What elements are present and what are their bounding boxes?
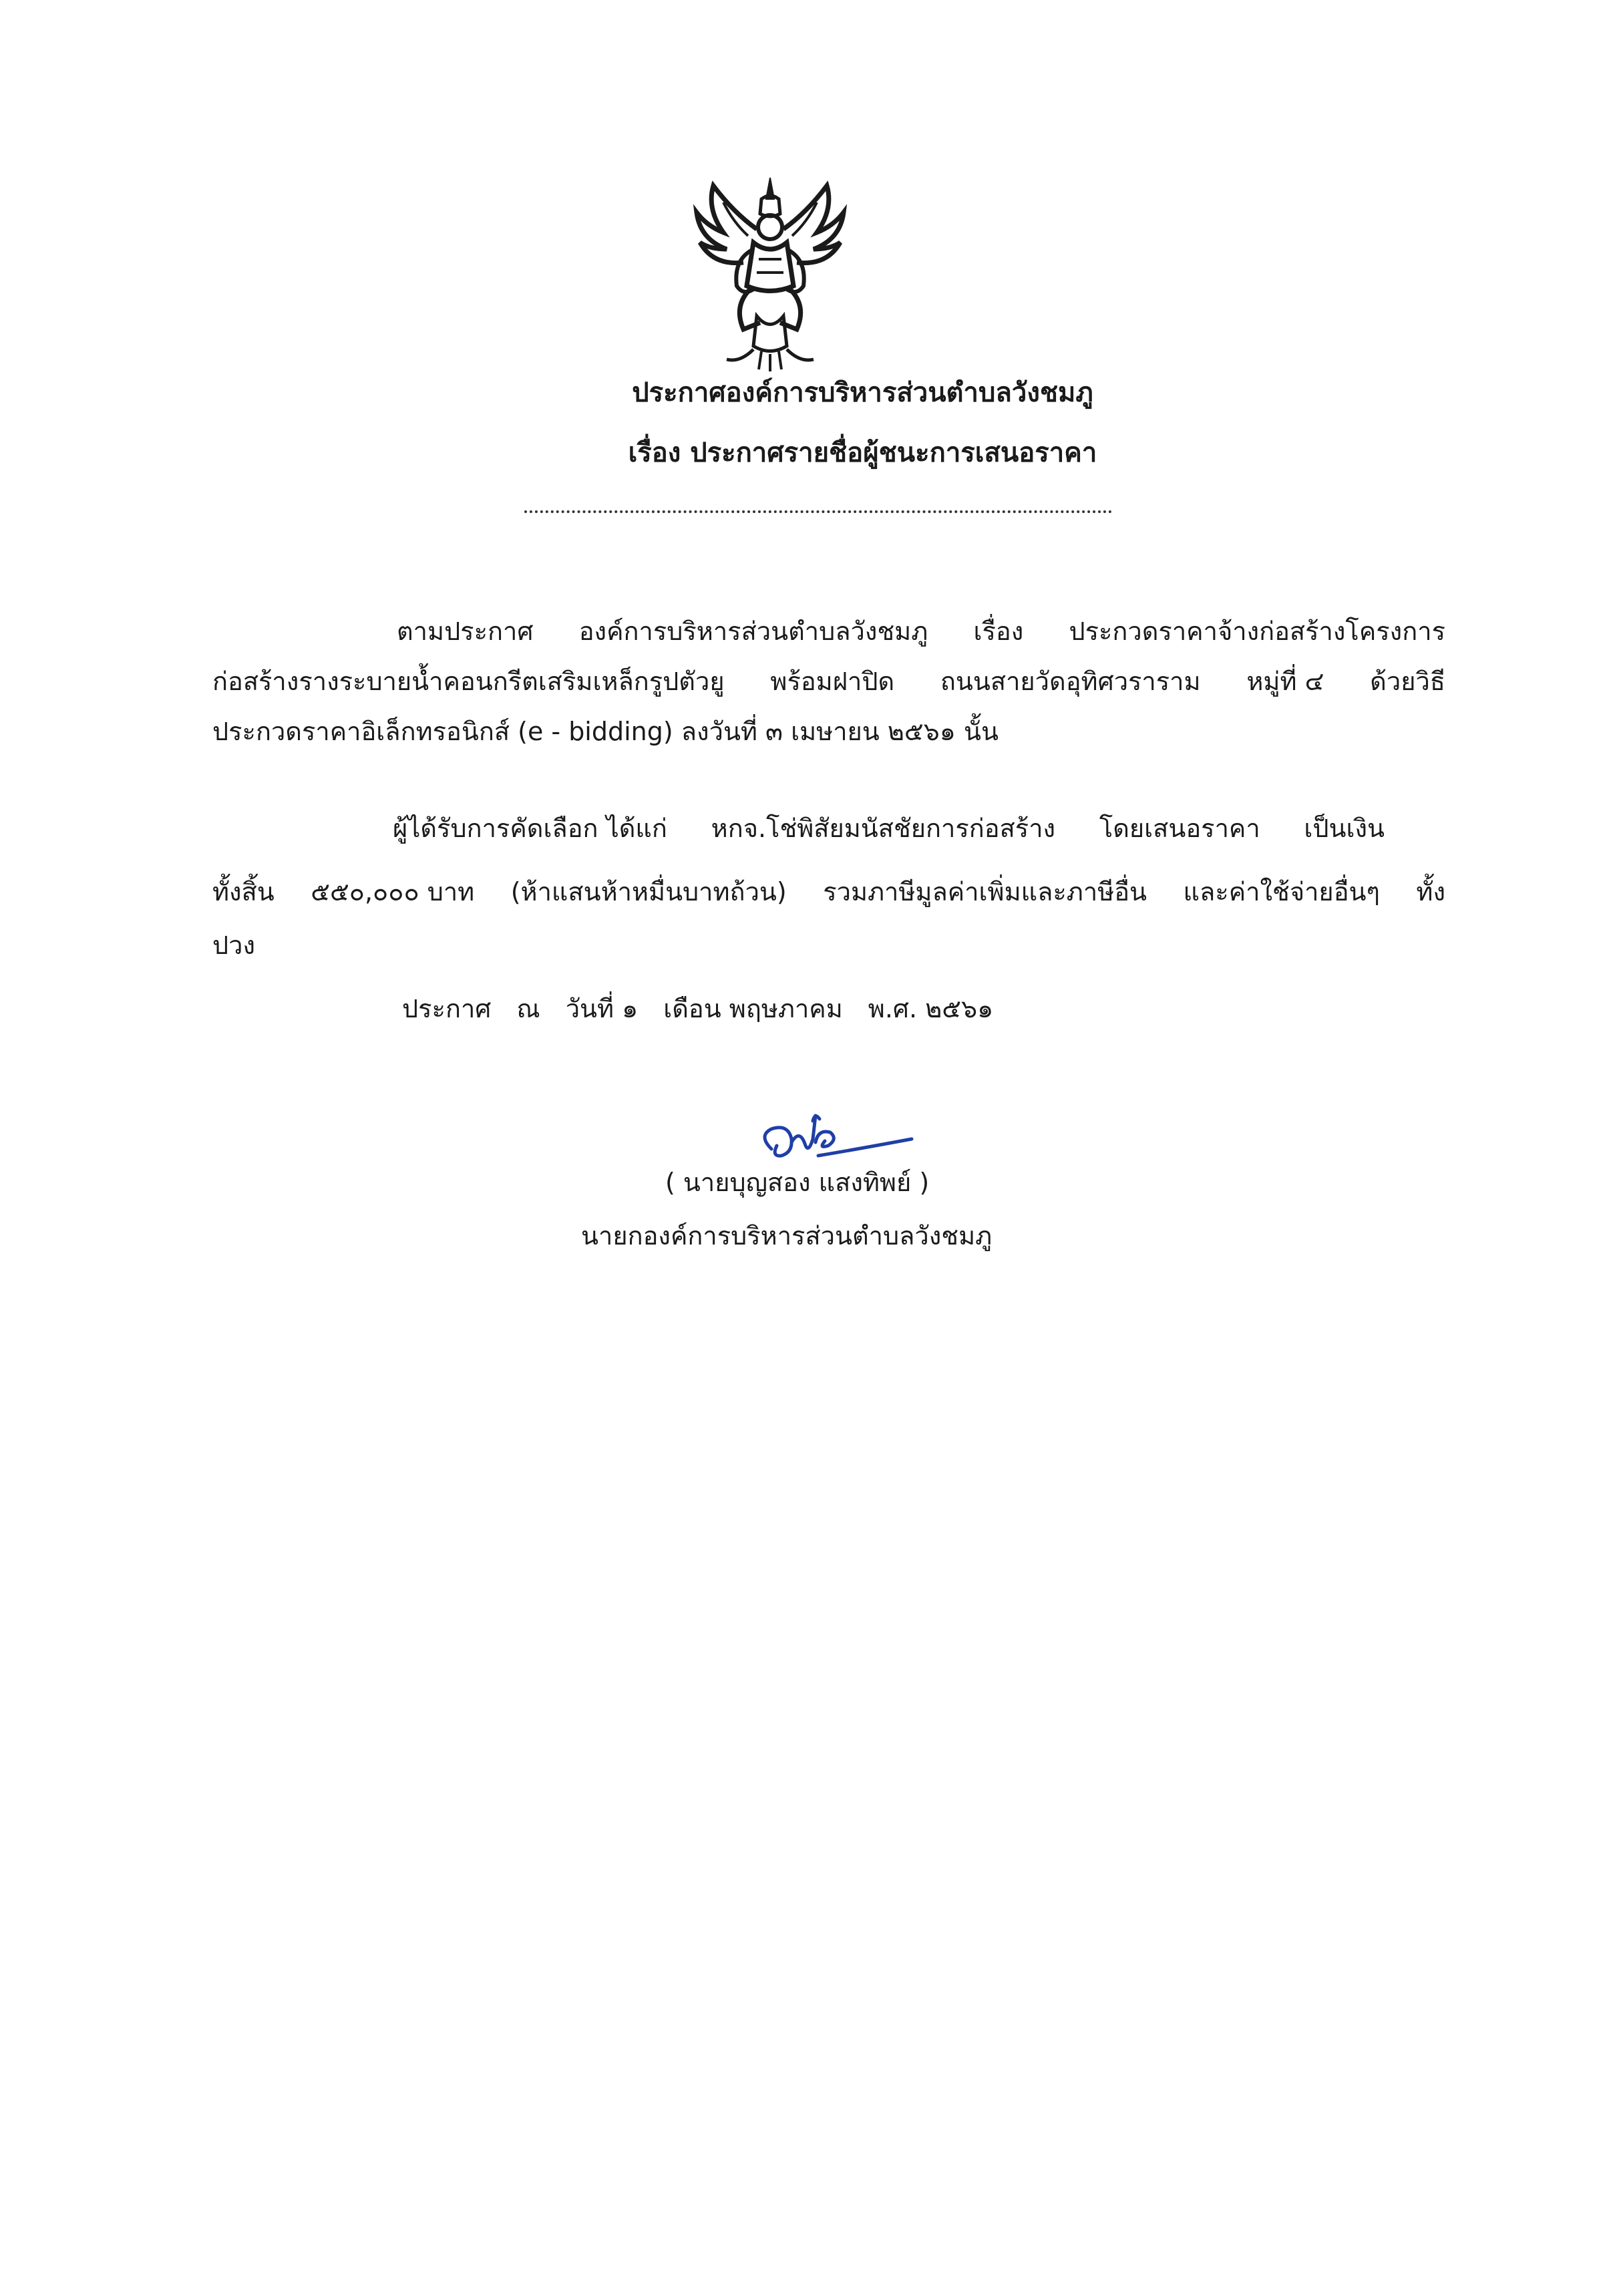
text-segment: ทั้ง [1416,877,1445,907]
text-segment: ก่อสร้างรางระบายน้ำคอนกรีตเสริมเหล็กรูปตัวยู [212,667,725,696]
text-segment: ประกาศ [402,994,492,1023]
text-segment: พร้อมฝาปิด [770,667,895,696]
text-segment: เดือน พฤษภาคม [663,994,843,1023]
text-segment: ถนนสายวัดอุทิศวราราม [940,667,1201,696]
paragraph-1-line-1 [397,611,1445,651]
document-title: ประกาศองค์การบริหารส่วนตำบลวังชมภู [632,377,1093,408]
paragraph-2-line-1 [393,808,1385,848]
text-segment: เป็นเงิน [1304,814,1385,843]
bid-amount: ๕๕๐,๐๐๐ บาท [311,877,475,907]
paragraph-1-line-3: ประกวดราคาอิเล็กทรอนิกส์ (e - bidding) ลงวันที่ ๓ เมษายน ๒๕๖๑ นั้น [212,717,999,746]
document-subject: เรื่อง ประกาศรายชื่อผู้ชนะการเสนอราคา [628,438,1097,468]
announcement-date [402,989,993,1029]
text-segment: พ.ศ. ๒๕๖๑ [868,994,994,1023]
text-segment: ด้วยวิธี [1370,667,1445,696]
text-segment: ตามประกาศ [397,617,534,646]
text-segment: รวมภาษีมูลค่าเพิ่มและภาษีอื่น [823,877,1147,907]
paragraph-2-line-2 [212,872,1445,912]
text-segment: โดยเสนอราคา [1099,814,1260,843]
text-segment: วันที่ ๑ [565,994,639,1023]
text-segment: ผู้ได้รับการคัดเลือก ได้แก่ [393,814,667,843]
text-segment: ทั้งสิ้น [212,877,275,907]
text-segment: ณ [516,994,540,1023]
text-segment: เรื่อง [973,617,1024,646]
text-segment: และค่าใช้จ่ายอื่นๆ [1183,877,1380,907]
signatory-position: นายกองค์การบริหารส่วนตำบลวังชมภู [581,1221,993,1251]
text-segment: หมู่ที่ ๔ [1246,667,1324,696]
text-segment: ประกวดราคาจ้างก่อสร้างโครงการ [1069,617,1445,646]
signatory-name: ( นายบุญสอง แสงทิพย์ ) [665,1168,930,1197]
paragraph-2-line-3: ปวง [212,931,256,960]
winner-name: หกจ.โช่พิสัยมนัสชัยการก่อสร้าง [711,814,1056,843]
dotted-divider [524,508,1112,513]
garuda-emblem-icon [687,172,854,373]
paragraph-1-line-2 [212,661,1445,701]
bid-amount-words: (ห้าแสนห้าหมื่นบาทถ้วน) [510,877,787,907]
text-segment: องค์การบริหารส่วนตำบลวังชมภู [578,617,928,646]
